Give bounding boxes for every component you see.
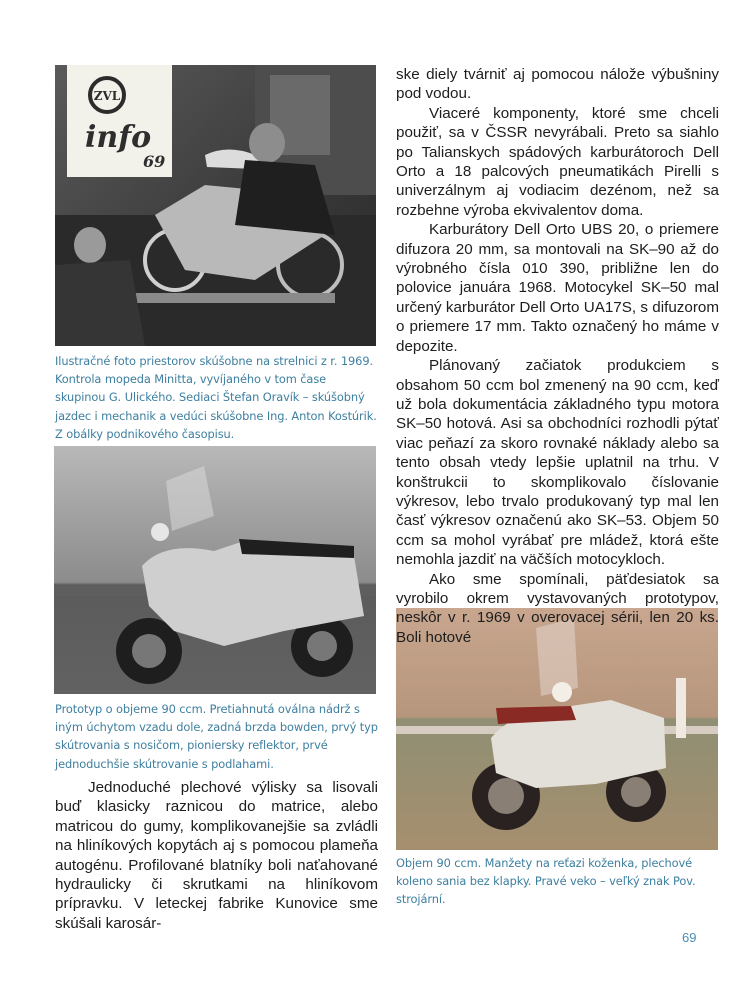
year-logo-text: 69 (143, 152, 166, 171)
article-left-column (55, 778, 378, 933)
paragraph: Viaceré komponenty, ktoré sme chceli použiť, sa v ČSSR nevyrábali. Preto sa siahlo po Talianskych spádových karburátoroch Dell Orto a 18 palcových pneumatikách Pirelli s univerzálnym aj vodiacim dezénom, než sa rozbehne výroba ekvivalentov doma. (396, 104, 719, 219)
photo-prototype-90ccm (54, 446, 376, 694)
info-logo-text: info (85, 120, 152, 155)
paragraph: Plánovaný začiatok produkciem s obsahom 50 ccm bol zmenený na 90 ccm, keď už bola dokumentácia základného typu motora SK–50 hotová. Asi sa obchodníci rozhodli pýtať viac peňazí za skoro rovnaké náklady alebo sa tento obsah vtedy lepšie uplatnil na trhu. V konštrukcii to skomplikovalo číslovanie výkresov, lebo trvalo produkovaný typ mal len časť výkresov označenú ako SK–53. Objem 50 ccm sa mohol vyrábať pre mládež, ktorá ešte nemohla jazdiť na väčších motocykloch. (396, 357, 719, 569)
paragraph: Ako sme spomínali, päťdesiatok sa vyrobilo okrem vystavovaných prototypov, neskôr v r. 1969 v overovacej sérii, len 20 ks. Boli hotové (396, 570, 719, 646)
photo-color-caption: Objem 90 ccm. Manžety na reťazi koženka, plechové koleno sania bez klapky. Pravé veko – veľký znak Pov. strojární. (396, 856, 696, 907)
photo-workshop-1969 (55, 65, 376, 346)
paragraph: Jednoduché plechové výlisky sa lisovali buď klasicky raznicou do matrice, alebo matricou do gumy, komplikovanejšie sa zvládli na hliníkových kopytách aj s pomocou plameňa autogénu. Profilované blatníky boli naťahované hydraulicky či skrutkami na hliníkovom prípravku. V leteckej fabrike Kunovice sme skúšali karosár- (55, 779, 378, 932)
photo-prototype-caption: Prototyp o objeme 90 ccm. Pretiahnutá oválna nádrž s iným úchytom vzadu dole, zadná brzda bowden, prvý typ skútrovania s nosičom, pioniersky reflektor, prvé jednoduchšie skútrovanie s podlahami. (55, 702, 378, 771)
photo-workshop-caption: Ilustračné foto priestorov skúšobne na strelnici z r. 1969. Kontrola mopeda Minitta, vyvíjaného v tom čase skupinou G. Ulického. Sediaci Štefan Oravík – skúšobný jazdec i mechanik a vedúci skúšobne Ing. Anton Kostúrik. Z obálky podnikového časopisu. (55, 354, 377, 441)
paragraph: Karburátory Dell Orto UBS 20, o priemere difuzora 20 mm, sa montovali na SK–90 až do výrobného čísla 010 390, približne len do polovice januára 1968. Motocykel SK–50 mal určený karburátor Dell Orto UA17S, s difuzorom o priemere 17 mm. Takto označený ho máme v depozite. (396, 221, 719, 355)
paragraph: ske diely tvárniť aj pomocou nálože výbušniny pod vodou. (396, 66, 719, 103)
zvl-logo-text: ZVL (93, 89, 121, 103)
article-right-column (396, 65, 719, 647)
page-number: 69 (682, 930, 697, 945)
